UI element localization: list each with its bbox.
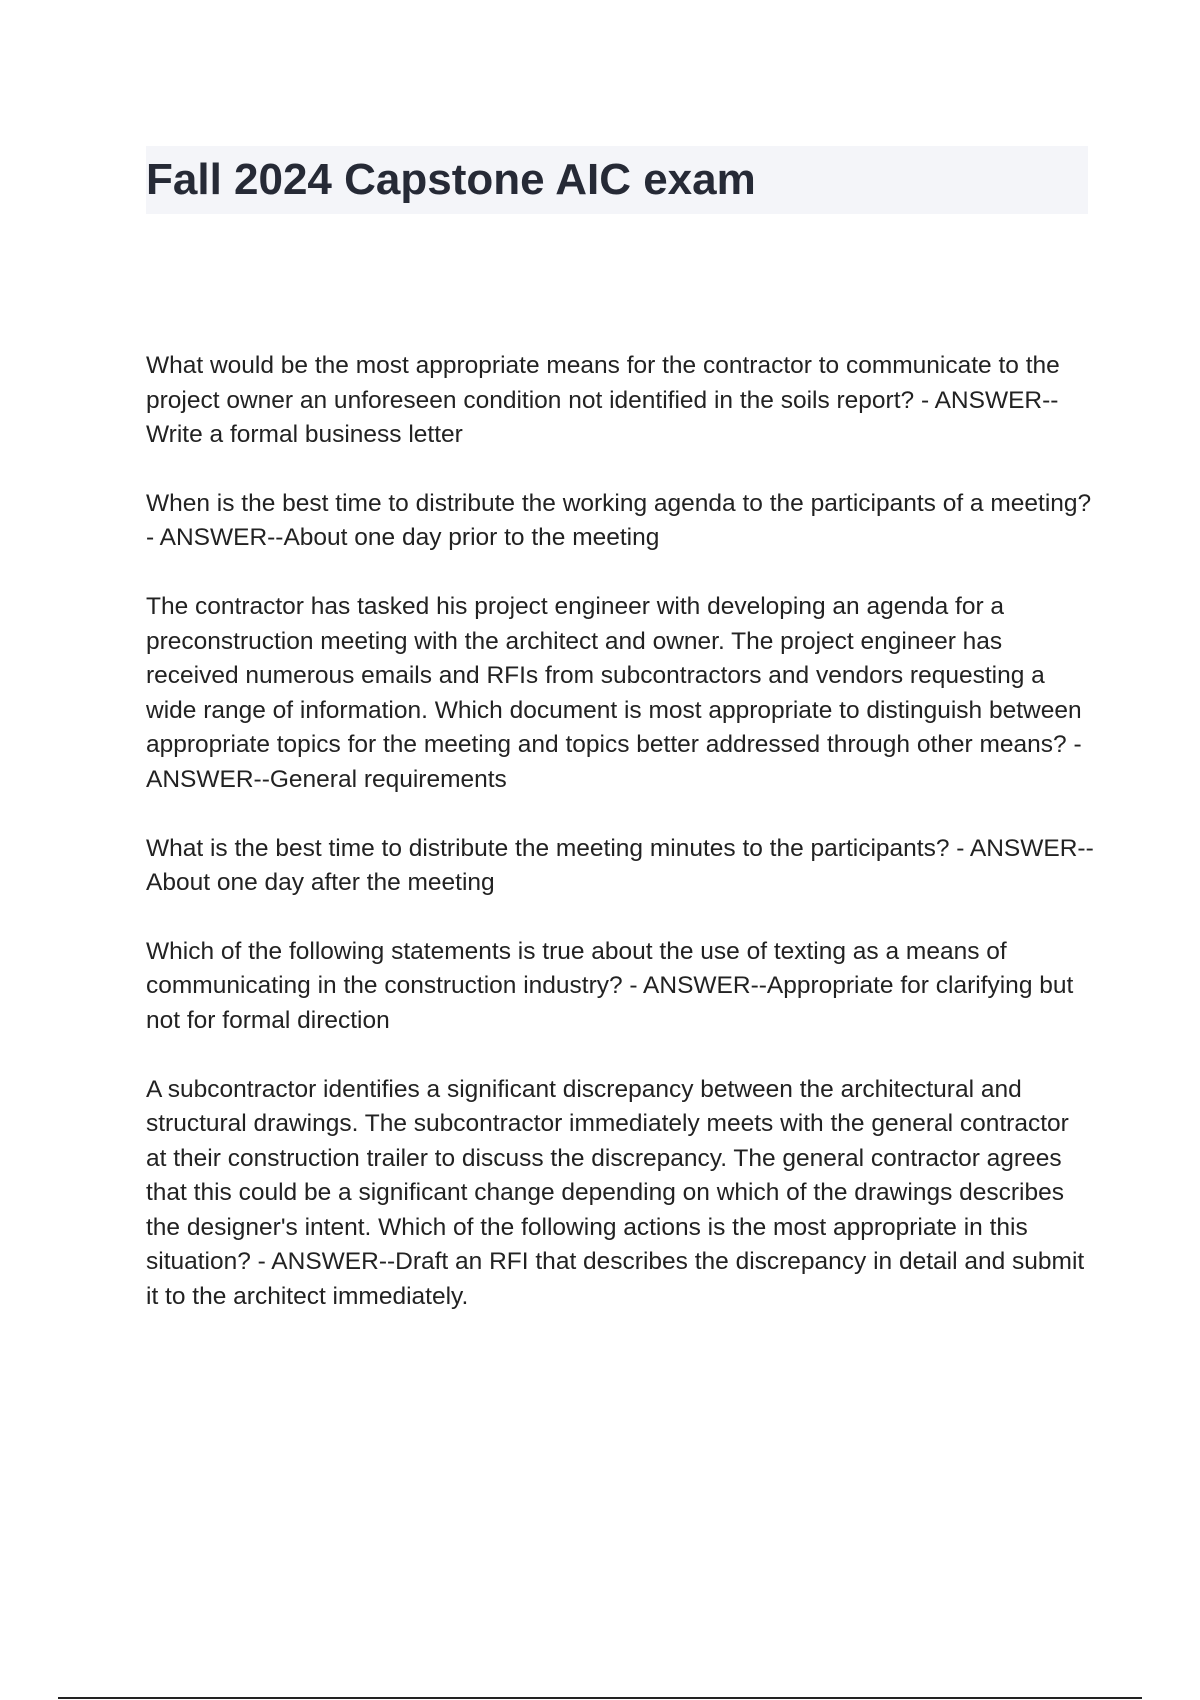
qa-item-2: When is the best time to distribute the working agenda to the participants of a meeting? - ANSWER--About one day prior to the meeting bbox=[146, 489, 1092, 552]
qa-item-3: The contractor has tasked his project engineer with developing an agenda for a preconstruction meeting with the architect and owner. The project engineer has received numerous emails and RFIs from subcontractors and vendors requesting a wide range of information. Which document is most appropriate to distinguish between appropriate topics for the meeting and topics better addressed through other means? - ANSWER--General requirements bbox=[146, 592, 1082, 793]
footer-divider bbox=[58, 1697, 1142, 1699]
question-answer-list bbox=[146, 349, 1096, 1349]
qa-item-5: Which of the following statements is true about the use of texting as a means of communicating in the construction industry? - ANSWER--Appropriate for clarifying but not for formal direction bbox=[146, 937, 1074, 1034]
qa-item-1: What would be the most appropriate means for the contractor to communicate to the project owner an unforeseen condition not identified in the soils report? - ANSWER--Write a formal business letter bbox=[146, 352, 1060, 449]
page-title: Fall 2024 Capstone AIC exam bbox=[146, 155, 756, 204]
qa-item-6: A subcontractor identifies a significant discrepancy between the architectural and structural drawings. The subcontractor immediately meets with the general contractor at their construction trailer to discuss the discrepancy. The general contractor agrees that this could be a significant change depending on which of the drawings describes the designer's intent. Which of the following actions is the most appropriate in this situation? - ANSWER--Draft an RFI that describes the discrepancy in detail and submit it to the architect immediately. bbox=[146, 1075, 1085, 1311]
qa-item-4: What is the best time to distribute the meeting minutes to the participants? - ANSWER--About one day after the meeting bbox=[146, 834, 1094, 897]
title-band bbox=[146, 146, 1088, 214]
